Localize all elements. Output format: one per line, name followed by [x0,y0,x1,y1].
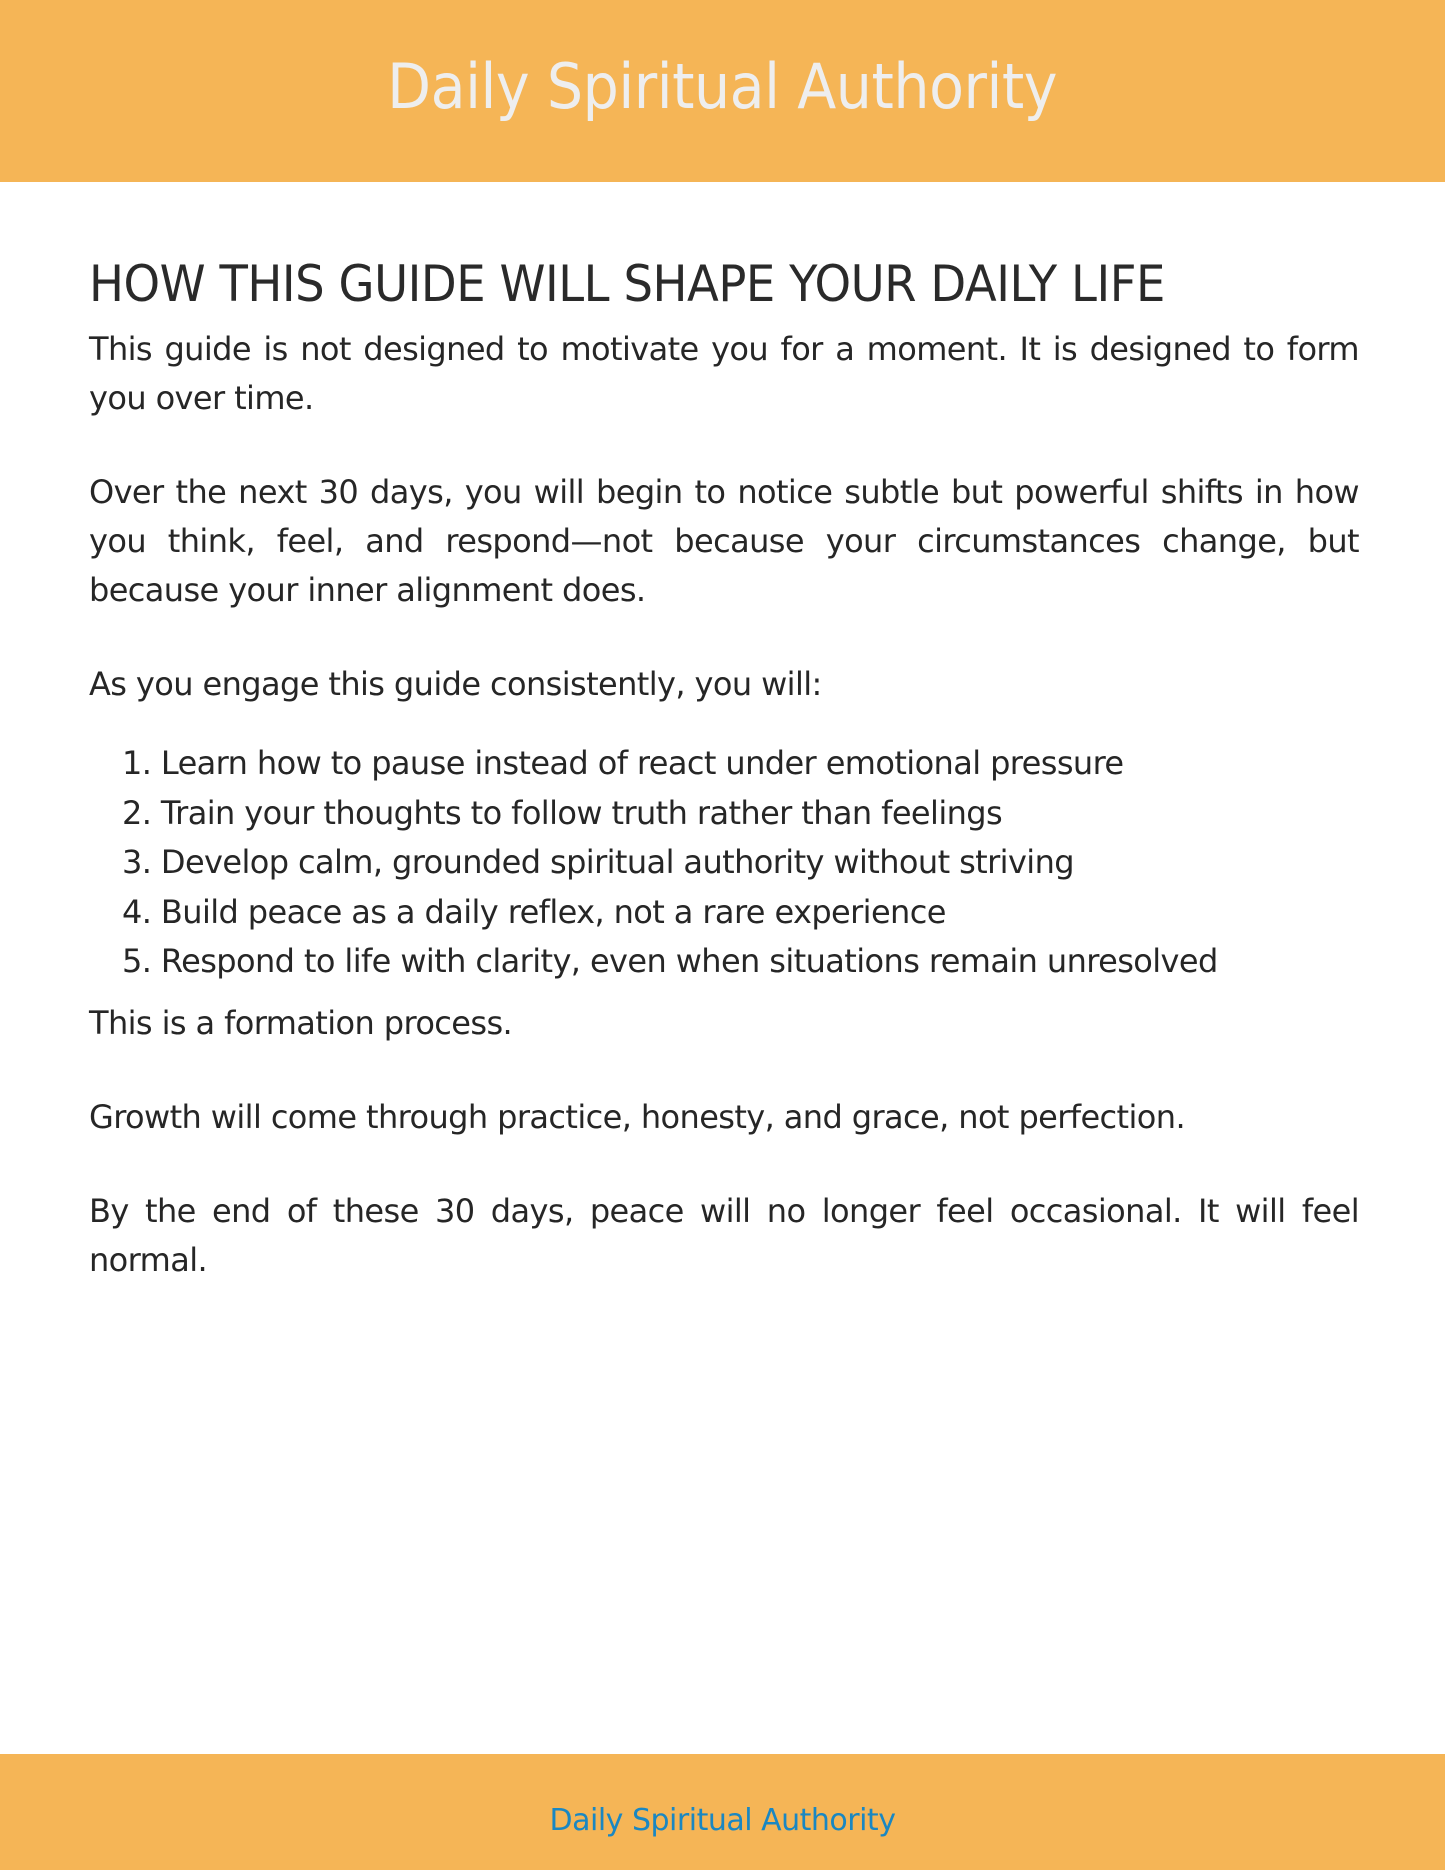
header-title: Daily Spiritual Authority [387,49,1058,123]
outcomes-list [89,739,1359,987]
list-item: 5. Respond to life with clarity, even when situations remain unresolved [122,942,1218,980]
footer-band [0,1754,1445,1870]
page-content [89,255,1359,1330]
list-item: 3. Develop calm, grounded spiritual authority without striving [122,843,1074,881]
engage-paragraph: As you engage this guide consistently, you will: [89,665,822,703]
shifts-paragraph: Over the next 30 days, you will begin to notice subtle but powerful shifts in how you think, feel, and respond—not because your circumstances change, but because your inner alignment does. [89,473,1359,609]
list-item: 4. Build peace as a daily reflex, not a rare experience [122,892,946,931]
footer-text: Daily Spiritual Authority [549,1802,896,1838]
page-title: HOW THIS GUIDE WILL SHAPE YOUR DAILY LIFE [89,255,1165,313]
closing-paragraph: By the end of these 30 days, peace will no longer feel occasional. It will feel normal. [89,1191,1359,1279]
intro-paragraph: This guide is not designed to motivate you for a moment. It is designed to form you over time. [89,330,1359,417]
list-item: 1. Learn how to pause instead of react under emotional pressure [122,744,1124,782]
formation-paragraph: This is a formation process. [89,1003,513,1042]
header-band [0,0,1445,182]
growth-paragraph: Growth will come through practice, honesty, and grace, not perfection. [89,1097,1186,1136]
list-item: 2. Train your thoughts to follow truth rather than feelings [122,793,1003,832]
